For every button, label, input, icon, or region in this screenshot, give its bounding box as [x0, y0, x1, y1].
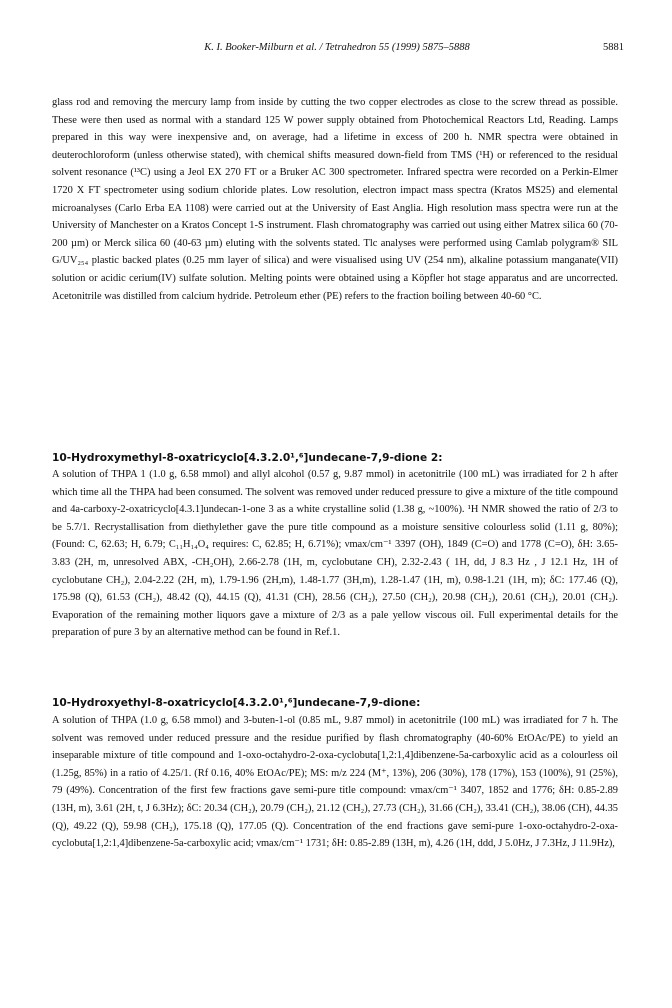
experimental-paragraph-hydroxymethyl: A solution of THPA 1 (1.0 g, 6.58 mmol) and allyl alcohol (0.57 g, 9.87 mmol) in acetonitrile (100 mL) was irradiated for 2 h after which time all the THPA had been consumed. The solvent was removed under reduced pressure to give a mixture of the title compound and 4a-carboxy-2-oxatricyclo[4.3.1]undecan-1-one 3 as a white crystalline solid (1.38 g, ~100%). ¹H NMR showed the ratio of 2/3 to be 5.7/1. Recrystallisation from diethylether gave the pure title compound as a moisture sensitive colourless solid (1.11 g, 80%); (Found: C, 62.63; H, 6.79; C₁₁H₁₄O₄ requires: C, 62.85; H, 6.71%); νmax/cm⁻¹ 3397 (OH), 1849 (C=O) and 1778 (C=O), δH: 3.65-3.83 (2H, m, unresolved ABX, -CH₂OH), 2.66-2.78 (1H, m, cyclobutane CH), 2.32-2.43 ( 1H, dd, J 8.3 Hz , J 12.1 Hz, 1H of cyclobutane CH₂), 2.04-2.22 (2H, m), 1.79-1.96 (2H,m), 1.48-1.77 (3H,m), 1.28-1.47 (1H, m), 0.98-1.21 (1H, m); δC: 177.46 (Q), 175.98 (Q), 61.53 (CH₂), 48.42 (Q), 44.15 (Q), 41.31 (CH), 28.56 (CH₂), 27.50 (CH₂), 20.98 (CH₂), 20.61 (CH₂), 20.01 (CH₂). Evaporation of the remaining mother liquors gave a mixture of 2/3 as a pale yellow viscous oil. Full experimental details for the preparation of pure 3 by an alternative method can be found in Ref.1.: [52, 469, 618, 639]
experimental-paragraph-hydroxyethyl: A solution of THPA (1.0 g, 6.58 mmol) and 3-buten-1-ol (0.85 mL, 9.87 mmol) in acetonitrile (100 mL) was irradiated for 7 h. The solvent was removed under reduced pressure and the residue purified by flash chromatography (40-60% EtOAc/PE) to yield an inseparable mixture of title compound and 1-oxo-octahydro-2-oxa-cyclobuta[1,2:1,4]dibenzene-5a-carboxylic acid as a colourless oil (1.25g, 85%) in a ratio of 4.25/1. (Rf 0.16, 40% EtOAc/PE); MS: m/z 224 (M⁺, 13%), 206 (30%), 178 (17%), 153 (100%), 91 (25%), 79 (49%). Concentration of the first few fractions gave semi-pure title compound: νmax/cm⁻¹ 3407, 1852 and 1776; δH: 0.85-2.89 (13H, m), 3.61 (2H, t, J 6.3Hz); δC: 20.34 (CH₂), 20.79 (CH₂), 21.12 (CH₂), 27.73 (CH₂), 31.66 (CH₂), 33.41 (CH₂), 38.06 (CH), 44.35 (Q), 49.22 (Q), 59.98 (CH₂), 175.18 (Q), 177.05 (Q). Concentration of the end fractions gave semi-pure 1-oxo-octahydro-2-oxa-cyclobuta[1,2:1,4]dibenzene-5a-carboxylic acid; νmax/cm⁻¹ 1731; δH: 0.85-2.89 (13H, m), 4.26 (1H, ddd, J 5.0Hz, J 7.3Hz, J 11.9Hz),: [52, 715, 618, 850]
running-head: K. I. Booker-Milburn et al. / Tetrahedron 55 (1999) 5875–5888: [204, 42, 470, 53]
compound-heading-hydroxyethyl: 10-Hydroxyethyl-8-oxatricyclo[4.3.2.0¹,⁶]undecane-7,9-dione:: [52, 697, 421, 709]
compound-heading-hydroxymethyl: 10-Hydroxymethyl-8-oxatricyclo[4.3.2.0¹,⁶]undecane-7,9-dione 2:: [52, 452, 443, 464]
page-number: 5881: [603, 42, 624, 53]
experimental-paragraph-general: glass rod and removing the mercury lamp from inside by cutting the two copper electrodes as close to the screw thread as possible. These were then used as normal with a standard 125 W power supply obtained from Photochemical Reactors Ltd, Reading. Lamps prepared in this way were inexpensive and, on average, had a lifetime in excess of 200 h. NMR spectra were obtained in deuterochloroform (unless otherwise stated), with chemical shifts measured down-field from TMS (¹H) or referenced to the residual solvent resonance (¹³C) using a Jeol EX 270 FT or a Bruker AC 300 spectrometer. Infrared spectra were recorded on a Perkin-Elmer 1720 X FT spectrometer using sodium chloride plates. Low resolution, electron impact mass spectra (Kratos MS25) and elemental microanalyses (Carlo Erba EA 1108) were carried out at the University of East Anglia. High resolution mass spectra were run at the University of Manchester on a Kratos Concept 1-S instrument. Flash chromatography was carried out using either Matrex silica 60 (70-200 µm) or Merck silica 60 (40-63 µm) eluting with the solvents stated. Tlc analyses were performed using Camlab polygram® SIL G/UV₂₅₄ plastic backed plates (0.25 mm layer of silica) and were visualised using UV (254 nm), alkaline potassium manganate(VII) solution or acidic cerium(IV) sulfate solution. Melting points were obtained using a Köpfler hot stage apparatus and are uncorrected. Acetonitrile was distilled from calcium hydride. Petroleum ether (PE) refers to the fraction boiling between 40-60 °C.: [52, 97, 618, 302]
